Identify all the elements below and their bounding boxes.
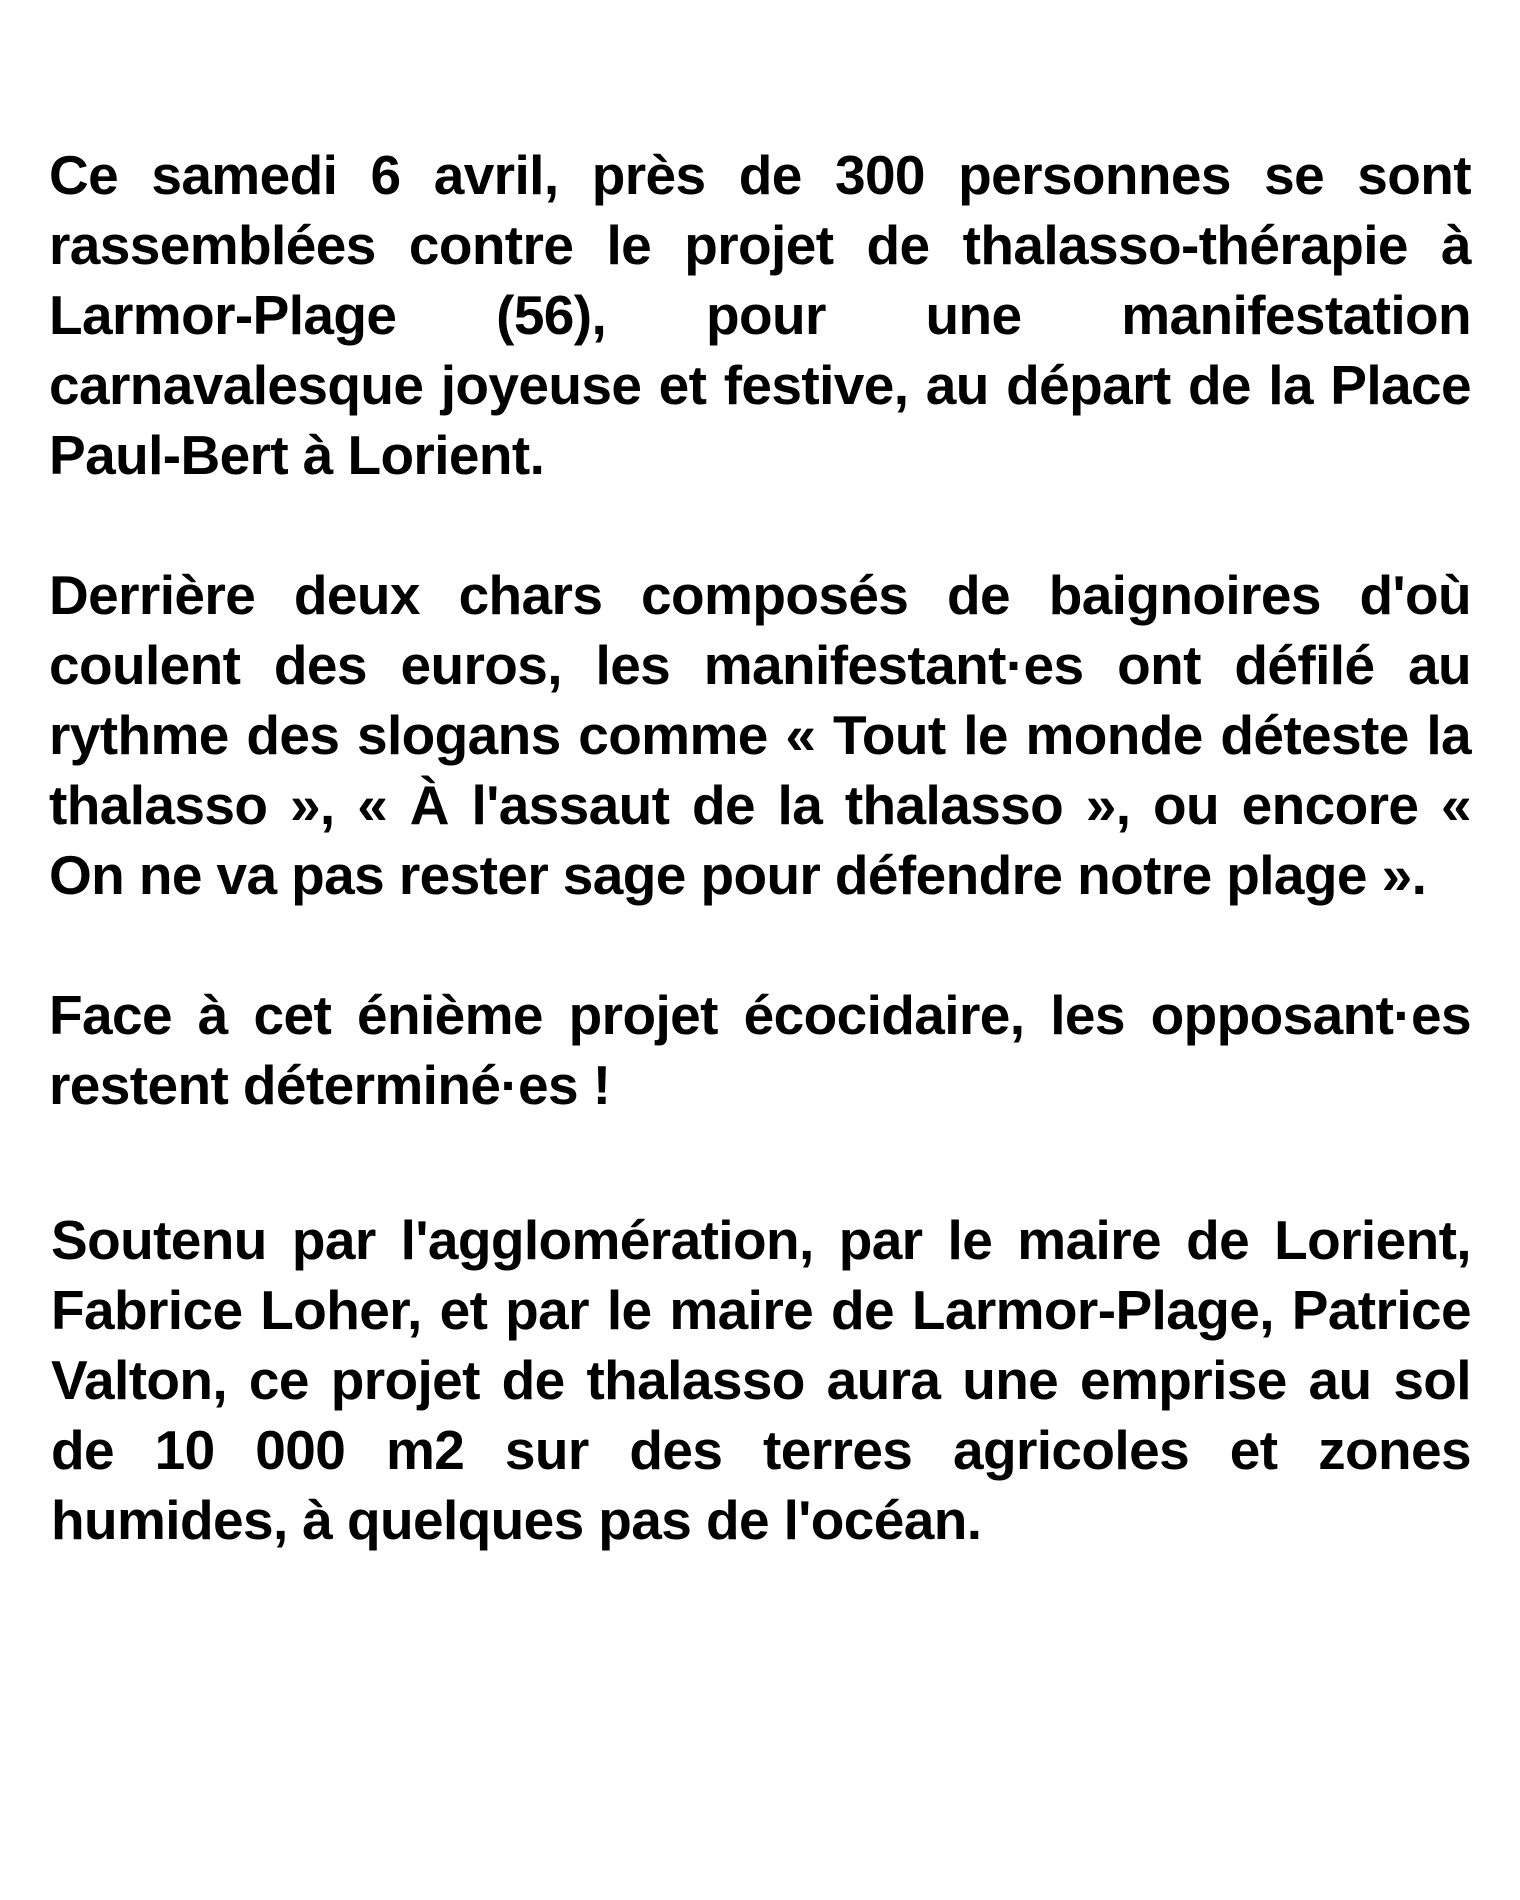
paragraph-intro: Ce samedi 6 avril, près de 300 personnes se sont rassemblées contre le projet de thalasso-thérapie à Larmor-Plage (56), pour une manifestation carnavalesque joyeuse et festive, au départ de la Place Paul-Bert à Lorient. [49, 144, 1471, 486]
paragraph-march: Derrière deux chars composés de baignoires d'où coulent des euros, les manifestant·es ont défilé au rythme des slogans comme « Tout le monde déteste la thalasso », « À l'assaut de la thalasso », ou encore « On ne va pas rester sage pour défendre notre plage ». [49, 564, 1471, 906]
article-body [49, 140, 1471, 1555]
paragraph-determination: Face à cet énième projet écocidaire, les opposant·es restent déterminé·es ! [49, 984, 1471, 1116]
paragraph-project-details: Soutenu par l'agglomération, par le maire de Lorient, Fabrice Loher, et par le maire de Larmor-Plage, Patrice Valton, ce projet de thalasso aura une emprise au sol de 10 000 m2 sur des terres agricoles et zones humides, à quelques pas de l'océan. [51, 1209, 1471, 1551]
